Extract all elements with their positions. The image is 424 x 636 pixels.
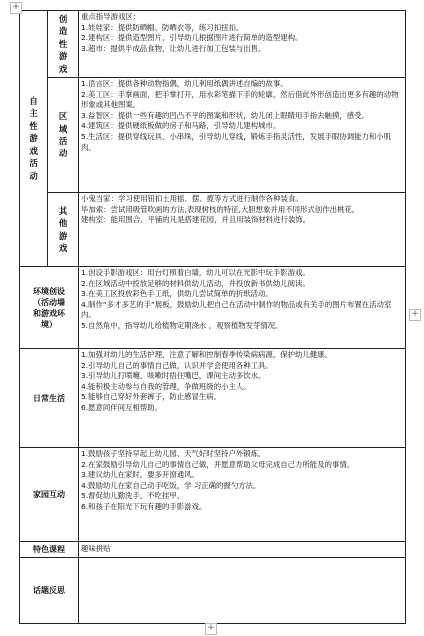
category-environment [20,267,79,349]
subcategory-label-char: 域 [58,123,68,134]
subcategory-area-activity [48,78,79,193]
creative-play-content [79,11,406,78]
content-line: 1.创设手影游戏区：用台灯照着白墙，幼儿可以在光影中玩手影游戏。 [81,268,310,277]
row-other-games [20,193,406,267]
category-label-line: 环境创设 [33,286,65,296]
subcategory-label-char: 他 [58,218,68,229]
content-line: 3.建议幼儿在家时，要多开窗通风。 [81,470,199,480]
content-line: 2.美工区：手掌画面，把手掌打开，用水彩笔描下手的轮廓，然后借此外形创造出更多有趣的动物形象或其他图案。 [81,89,399,110]
content-line: 5.督促幼儿勤洗手，不吃挂甲。 [81,491,185,501]
row-special-course [20,542,406,558]
special-course-content: 趣味拼贴 [79,542,406,558]
add-column-handle[interactable]: + [409,309,421,321]
content-line: 1.娃娃家：提供防晒帽、防晒衣等，练习扣扭扣。 [81,22,244,32]
content-line: 1.加强对幼儿的生活护理，注意了解和控制春季传染病病源，保护幼儿健康。 [81,350,332,359]
subcategory-label-char: 区 [58,111,68,122]
other-games-content [79,193,406,267]
category-daily-life: 日常生活 [20,349,79,448]
content-line: 1.鼓励孩子坚持早起上幼儿园、天气好时坚持户外锻炼。 [81,449,266,458]
subcategory-label-char: 造 [58,26,68,37]
subcategory-label-char: 游 [58,230,68,241]
row-family-interaction [20,448,406,542]
category-special-course: 特色课程 [20,542,79,558]
content-line: 4.制作“多才多艺的手”展板，鼓励幼儿把自己在活动中制作的物品或有关手的图片布置在活动室内。 [81,299,392,320]
content-line: 5.自然角中，指导幼儿给植物定期浇水 ，观察植物发芽情况。 [81,320,283,330]
row-area-activity [20,78,406,193]
content-line: 4.鼓励幼儿在家自己动手吃饭，学 习正确的握勺方法。 [81,480,261,490]
category-label-char: 自 [29,96,38,107]
subcategory-label-char: 动 [58,148,68,159]
category-label-char: 戏 [29,145,38,156]
content-line: 2.在家鼓励引导幼儿自己的事情自己做，并愿意帮助父母完成自己力所能及的事情。 [81,459,355,469]
family-interaction-content [79,448,406,542]
content-line: 3.超市：提供半成品食物，让幼儿进行加工包装与出售。 [81,43,266,53]
content-line: 重点指导游戏区： [81,12,141,21]
subcategory-creative-play [48,11,79,78]
category-label-line: （活动墙 [33,297,65,307]
topic-reflection-content[interactable] [79,558,406,624]
row-daily-life [20,349,406,448]
category-autonomous-play [20,11,48,267]
row-environment [20,267,406,349]
subcategory-label-char: 活 [58,136,68,146]
category-label-line: 境） [41,319,57,329]
content-line: 毕加索：尝试用吸管吹画的方法,表现树枝的特征,大胆想象并用不同形式创作出桃花。 [81,204,360,214]
area-activity-content [79,78,406,193]
daily-life-content [79,349,406,448]
content-line: 2.引导幼儿自己的事情自己做，认识并学会使用各种工具。 [81,360,273,370]
content-line: 3.在美工区投放彩色手工纸，供幼儿尝试简单的折纸活动。 [81,289,273,299]
weekly-plan-table [19,10,406,624]
content-line: 1.语言区：提供各种动物指偶，幼儿利用纸偶讲述自编的故事。 [81,79,288,88]
content-line: 6.愿意同伴间互相帮助。 [81,402,162,412]
content-line: 2.建构区：提供造型图片，引导幼儿根据图片进行简单的造型建构。 [81,33,303,43]
category-topic-reflection: 话题反思 [20,558,79,624]
content-line: 5.能够自己穿好外套裤子，防止感冒生病。 [81,392,222,402]
category-label-line: 和游戏环 [33,308,65,318]
subcategory-label-char: 戏 [58,242,68,253]
content-line: 3.引导幼儿打喷嚏、咳嗽时捂住嘴巴，课间主动多饮水。 [81,371,266,381]
add-row-handle[interactable]: + [205,623,217,635]
category-label-char: 游 [29,133,38,144]
category-label-char: 性 [29,120,38,131]
subcategory-label-char: 性 [58,38,68,49]
content-line: 4.能积极主动参与自我的管理，争做班级的小主人。 [81,381,251,391]
row-creative-play [20,11,406,78]
subcategory-label-char: 其 [58,205,68,216]
category-family-interaction: 家园互动 [20,448,79,542]
row-topic-reflection [20,558,406,624]
content-line: 3.益智区：提供一些有趣的凹凸不平的图案和形状，幼儿闭上眼睛用手指去触摸，感受。 [81,110,369,120]
subcategory-label-char: 戏 [58,63,68,74]
environment-content [79,267,406,349]
content-line: 4.建筑区：提供硬纸板做的房子和马路，引导幼儿建构城市。 [81,121,281,131]
content-line: 5.生活区：提供穿线玩具、小串珠，引导幼儿穿线，锻炼手指灵活性，发展手眼协调能力和小肌肉。 [81,131,392,152]
subcategory-other-games [48,193,79,267]
category-label-char: 主 [29,108,38,119]
content-line: 6.和孩子在阳光下玩有趣的手影游戏。 [81,501,207,511]
table-move-handle[interactable]: + [10,2,22,14]
category-label-char: 活 [29,158,38,169]
category-label-char: 动 [29,170,38,181]
subcategory-label-char: 创 [58,13,68,24]
content-line: 建构室：能用围合、平铺的凡是搭建花园，并且用装饰材料进行装饰。 [81,215,311,225]
content-line: 2.在区域活动中投放足够的材料供幼儿活动，并投放新书供幼儿阅读。 [81,278,310,288]
content-line: 小鬼当家：学习使用钮扣土用摇、摆、揽等方式进行制作各种装食。 [81,194,303,203]
subcategory-label-char: 游 [58,51,68,62]
